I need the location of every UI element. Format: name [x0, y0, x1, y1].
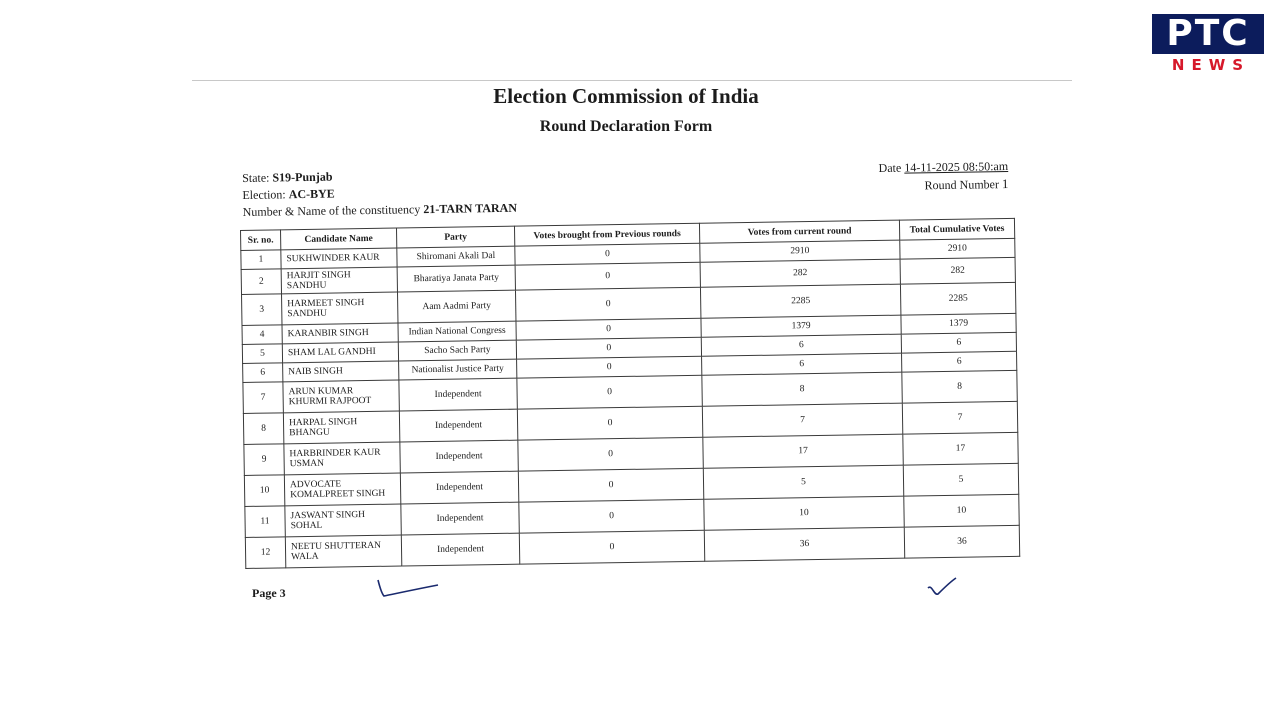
cell-total-votes: 282: [900, 257, 1015, 284]
cell-candidate: NAIB SINGH: [283, 361, 399, 382]
cell-sr: 1: [241, 250, 281, 270]
header-previous-votes: Votes brought from Previous rounds: [514, 223, 699, 246]
cell-candidate: HARMEET SINGH SANDHU: [282, 292, 398, 325]
cell-total-votes: 2285: [900, 282, 1015, 315]
round-value: 1: [1001, 175, 1009, 192]
cell-sr: 6: [243, 363, 283, 383]
cell-sr: 12: [245, 537, 285, 569]
cell-total-votes: 36: [904, 525, 1019, 558]
date-value: 14-11-2025 08:50:am: [904, 158, 1009, 175]
cell-candidate: JASWANT SINGH SOHAL: [285, 504, 401, 537]
cell-prev-votes: 0: [515, 243, 700, 265]
cell-total-votes: 17: [903, 432, 1018, 465]
header-current-votes: Votes from current round: [699, 220, 899, 243]
cell-prev-votes: 0: [518, 468, 703, 502]
constituency-label: Number & Name of the constituency: [242, 202, 421, 219]
results-table-wrapper: [240, 218, 1020, 569]
header-party: Party: [396, 226, 514, 248]
top-divider: [192, 80, 1072, 81]
cell-sr: 2: [241, 269, 281, 295]
cell-candidate: SUKHWINDER KAUR: [281, 248, 397, 269]
cell-prev-votes: 0: [517, 356, 702, 378]
cell-party: Bharatiya Janata Party: [397, 265, 515, 292]
election-value: AC-BYE: [288, 186, 335, 202]
header-total-votes: Total Cumulative Votes: [899, 218, 1014, 240]
cell-total-votes: 10: [904, 494, 1019, 527]
election-meta: [242, 166, 517, 221]
cell-party: Independent: [401, 502, 519, 535]
signature-right: [922, 574, 962, 600]
cell-prev-votes: 0: [519, 530, 704, 564]
cell-party: Aam Aadmi Party: [397, 290, 515, 323]
cell-current-votes: 2910: [700, 240, 900, 262]
cell-sr: 10: [244, 475, 284, 507]
cell-current-votes: 7: [702, 403, 902, 437]
page-number: Page 3: [252, 586, 286, 600]
cell-sr: 9: [244, 444, 284, 476]
cell-candidate: KARANBIR SINGH: [282, 323, 398, 344]
cell-sr: 3: [242, 294, 282, 326]
document-title: Election Commission of India: [493, 84, 759, 108]
document-subtitle: Round Declaration Form: [539, 118, 713, 135]
cell-current-votes: 10: [704, 496, 904, 530]
results-table: [240, 218, 1020, 569]
cell-total-votes: 5: [903, 463, 1018, 496]
cell-total-votes: 6: [901, 332, 1016, 353]
cell-candidate: NEETU SHUTTERAN WALA: [285, 535, 401, 568]
date-round-meta: [832, 158, 1009, 196]
signature-right-stroke: [928, 578, 956, 594]
cell-prev-votes: 0: [516, 337, 701, 359]
cell-prev-votes: 0: [515, 287, 700, 321]
cell-sr: 8: [243, 413, 283, 445]
ptc-news-logo: [1152, 14, 1264, 74]
signature-left-stroke: [378, 580, 438, 596]
cell-current-votes: 282: [700, 259, 900, 287]
cell-total-votes: 1379: [901, 313, 1016, 334]
cell-party: Indian National Congress: [398, 321, 516, 342]
cell-prev-votes: 0: [519, 499, 704, 533]
cell-current-votes: 5: [703, 465, 903, 499]
cell-prev-votes: 0: [516, 318, 701, 340]
cell-current-votes: 2285: [700, 284, 900, 318]
cell-candidate: HARJIT SINGH SANDHU: [281, 267, 397, 294]
cell-candidate: ARUN KUMAR KHURMI RAJPOOT: [283, 380, 399, 413]
cell-total-votes: 8: [902, 370, 1017, 403]
logo-wordmark-ptc: PTC: [1152, 14, 1264, 54]
cell-sr: 5: [242, 344, 282, 364]
cell-current-votes: 36: [704, 527, 904, 561]
round-declaration-document: [192, 78, 1072, 608]
header-candidate-name: Candidate Name: [281, 228, 397, 250]
constituency-line: [243, 200, 518, 221]
signature-left: [372, 576, 442, 602]
cell-party: Nationalist Justice Party: [399, 359, 517, 380]
cell-prev-votes: 0: [518, 437, 703, 471]
cell-candidate: HARBRINDER KAUR USMAN: [284, 442, 400, 475]
cell-total-votes: 2910: [900, 238, 1015, 259]
cell-current-votes: 1379: [701, 315, 901, 337]
cell-sr: 7: [243, 382, 283, 414]
cell-current-votes: 17: [703, 434, 903, 468]
date-label: Date: [878, 160, 902, 176]
cell-sr: 4: [242, 325, 282, 345]
round-line: [832, 175, 1008, 196]
cell-candidate: HARPAL SINGH BHANGU: [283, 411, 399, 444]
cell-current-votes: 8: [702, 372, 902, 406]
cell-party: Independent: [401, 533, 519, 566]
cell-party: Sacho Sach Party: [398, 340, 516, 361]
cell-total-votes: 7: [902, 401, 1017, 434]
cell-prev-votes: 0: [515, 262, 700, 290]
cell-candidate: SHAM LAL GANDHI: [282, 342, 398, 363]
cell-prev-votes: 0: [517, 406, 702, 440]
cell-party: Independent: [400, 440, 518, 473]
cell-candidate: ADVOCATE KOMALPREET SINGH: [284, 473, 400, 506]
cell-current-votes: 6: [702, 353, 902, 375]
cell-party: Independent: [399, 378, 517, 411]
cell-party: Independent: [400, 471, 518, 504]
constituency-value: 21-TARN TARAN: [423, 200, 518, 217]
cell-sr: 11: [245, 506, 285, 538]
logo-wordmark-news: NEWS: [1171, 56, 1251, 74]
election-label: Election:: [242, 187, 286, 202]
state-label: State:: [242, 170, 270, 185]
cell-total-votes: 6: [902, 351, 1017, 372]
cell-party: Independent: [399, 409, 517, 442]
cell-party: Shiromani Akali Dal: [397, 246, 515, 267]
header-sr-no: Sr. no.: [241, 230, 281, 251]
cell-prev-votes: 0: [517, 375, 702, 409]
cell-current-votes: 6: [701, 334, 901, 356]
round-label: Round Number: [924, 177, 1000, 193]
state-value: S19-Punjab: [272, 169, 333, 185]
